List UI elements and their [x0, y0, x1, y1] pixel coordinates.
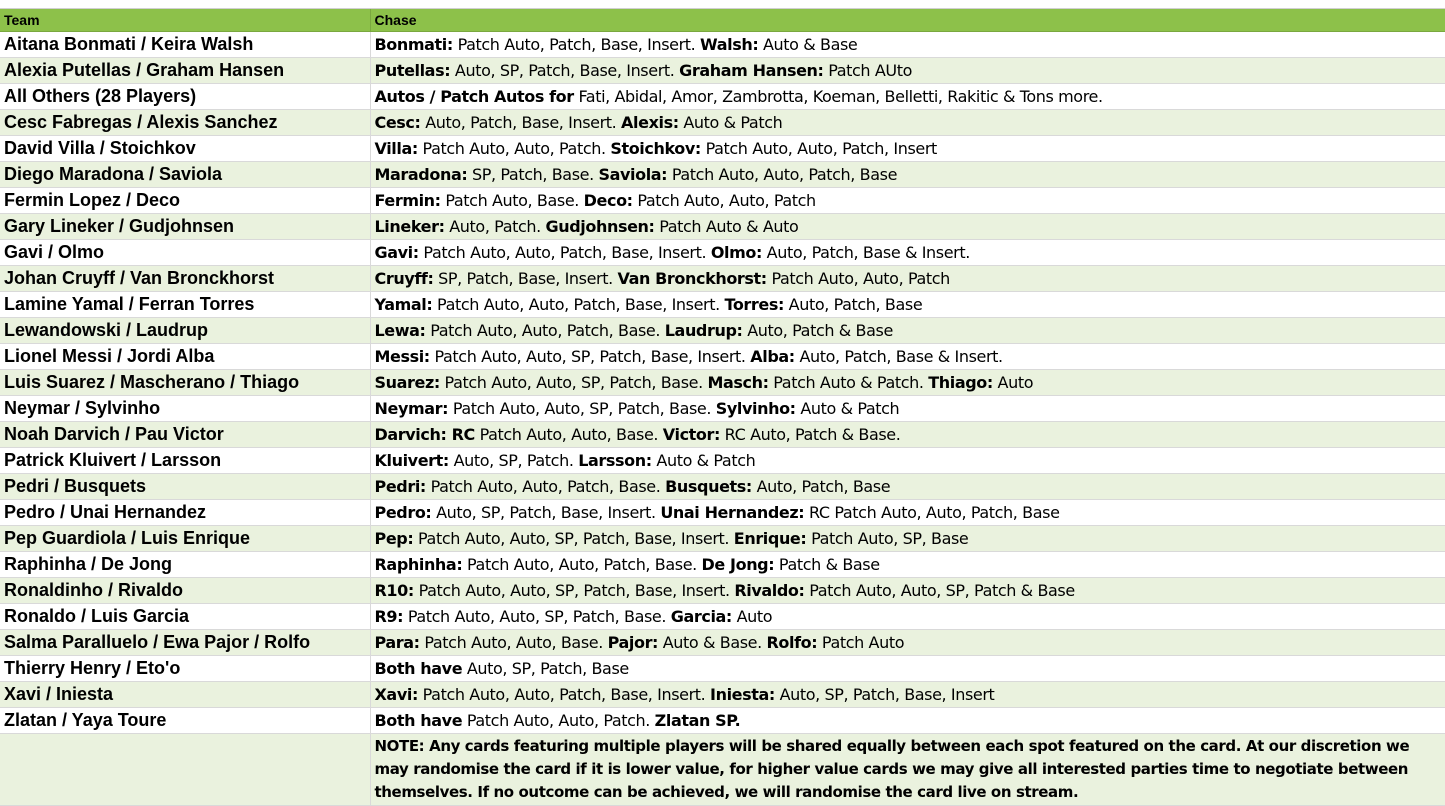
chase-player-label: Zlatan SP. [654, 711, 741, 730]
chase-player-label: Cruyff: [374, 269, 434, 288]
chase-text: Auto, SP, Patch, Base, Insert. [431, 503, 661, 522]
table-row [0, 448, 1445, 474]
chase-player-label: R10: [374, 581, 414, 600]
chase-column-header[interactable]: Chase [370, 9, 1445, 32]
team-cell[interactable]: Thierry Henry / Eto'o [0, 656, 370, 682]
team-cell[interactable]: Pedri / Busquets [0, 474, 370, 500]
chase-player-label: Laudrup: [664, 321, 743, 340]
chase-player-label: Messi: [374, 347, 430, 366]
table-row [0, 292, 1445, 318]
chase-text: Patch Auto, Auto, Patch. [417, 139, 611, 158]
chase-player-label: Cesc: [374, 113, 421, 132]
chase-text: RC Auto, Patch & Base. [720, 425, 901, 444]
chase-text: Patch Auto, Auto, SP, Patch, Base. [448, 399, 716, 418]
chase-player-label: Saviola: [598, 165, 668, 184]
chase-cell[interactable] [370, 370, 1445, 396]
table-row [0, 500, 1445, 526]
table-row [0, 474, 1445, 500]
chase-text: Patch Auto, Base. [440, 191, 584, 210]
team-cell[interactable]: Diego Maradona / Saviola [0, 162, 370, 188]
chase-text: Patch AUto [823, 61, 912, 80]
chase-text: Patch Auto, Auto, SP, Patch & Base [804, 581, 1075, 600]
chase-text: Auto, Patch, Base [784, 295, 923, 314]
chase-player-label: Raphinha: [374, 555, 463, 574]
chase-text: Patch Auto, Auto, Base. [474, 425, 663, 444]
chase-player-label: Both have [374, 711, 463, 730]
team-cell[interactable]: Raphinha / De Jong [0, 552, 370, 578]
chase-text: Auto [992, 373, 1034, 392]
team-cell[interactable]: Pep Guardiola / Luis Enrique [0, 526, 370, 552]
team-cell[interactable]: Salma Paralluelo / Ewa Pajor / Rolfo [0, 630, 370, 656]
team-cell[interactable]: Cesc Fabregas / Alexis Sanchez [0, 110, 370, 136]
chase-text: Auto, SP, Patch, Base, Insert [774, 685, 995, 704]
chase-player-label: Alba: [750, 347, 795, 366]
chase-text: Patch Auto, Auto, SP, Patch, Base, Insert. [413, 581, 735, 600]
chase-cell[interactable] [370, 266, 1445, 292]
team-cell[interactable]: Luis Suarez / Mascherano / Thiago [0, 370, 370, 396]
team-cell[interactable]: Lamine Yamal / Ferran Torres [0, 292, 370, 318]
chase-text: Auto, SP, Patch, Base, Insert. [450, 61, 680, 80]
chase-text: Fati, Abidal, Amor, Zambrotta, Koeman, Belletti, Rakitic & Tons more. [573, 87, 1103, 106]
chase-text: Patch Auto & Auto [654, 217, 799, 236]
chase-player-label: Thiago: [928, 373, 993, 392]
team-cell[interactable]: Fermin Lopez / Deco [0, 188, 370, 214]
chase-text: Patch Auto, Auto, SP, Patch, Base. [403, 607, 671, 626]
chase-player-label: Both have [374, 659, 463, 678]
chase-player-label: Gudjohnsen: [545, 217, 655, 236]
chase-player-label: Autos / Patch Autos for [374, 87, 574, 106]
chase-cell[interactable] [370, 682, 1445, 708]
chase-player-label: Masch: [707, 373, 769, 392]
table-row [0, 214, 1445, 240]
table-row [0, 396, 1445, 422]
table-row [0, 578, 1445, 604]
chase-player-label: Pep: [374, 529, 414, 548]
chase-player-label: Lineker: [374, 217, 445, 236]
chase-player-label: Stoichkov: [610, 139, 701, 158]
chase-text: Patch & Base [774, 555, 880, 574]
chase-text: Patch Auto, Auto, Patch, Base. [462, 555, 702, 574]
chase-player-label: Kluivert: [374, 451, 449, 470]
team-cell[interactable]: Johan Cruyff / Van Bronckhorst [0, 266, 370, 292]
team-cell[interactable]: Xavi / Iniesta [0, 682, 370, 708]
chase-text: Patch Auto, Auto, SP, Patch, Base. [439, 373, 708, 392]
chase-text: Auto [731, 607, 773, 626]
chase-cell[interactable] [370, 500, 1445, 526]
chase-player-label: Alexis: [621, 113, 679, 132]
header-row [0, 9, 1445, 32]
chase-text: Patch Auto, Auto, Patch, Base. [425, 477, 666, 496]
chase-cell[interactable] [370, 526, 1445, 552]
table-row [0, 58, 1445, 84]
table-body [0, 32, 1445, 806]
chase-player-label: Rivaldo: [734, 581, 805, 600]
team-cell[interactable]: Neymar / Sylvinho [0, 396, 370, 422]
empty-cell[interactable] [0, 734, 370, 806]
team-cell[interactable]: Aitana Bonmati / Keira Walsh [0, 32, 370, 58]
chase-player-label: Graham Hansen: [679, 61, 824, 80]
table-row [0, 708, 1445, 734]
team-cell[interactable]: Noah Darvich / Pau Victor [0, 422, 370, 448]
chase-player-label: Pedro: [374, 503, 432, 522]
chase-cell[interactable] [370, 240, 1445, 266]
chase-cell[interactable] [370, 162, 1445, 188]
chase-cell[interactable] [370, 604, 1445, 630]
note-row [0, 734, 1445, 806]
note-cell[interactable]: NOTE: Any cards featuring multiple players will be shared equally between each spot featured on the card. At our discretion we may randomise the card if it is lower value, for higher value cards we may give all interested parties time to negotiate between themselves. If no outcome can be achieved, we will randomise the card live on stream. [370, 734, 1445, 806]
team-cell[interactable]: Lewandowski / Laudrup [0, 318, 370, 344]
team-column-header[interactable]: Team [0, 9, 370, 32]
chase-player-label: Suarez: [374, 373, 440, 392]
chase-cell[interactable] [370, 448, 1445, 474]
team-cell[interactable]: Lionel Messi / Jordi Alba [0, 344, 370, 370]
team-cell[interactable]: Gary Lineker / Gudjohnsen [0, 214, 370, 240]
chase-text: Patch Auto, Auto, SP, Patch, Base, Insert. [429, 347, 751, 366]
chase-player-label: Torres: [724, 295, 784, 314]
team-cell[interactable]: Patrick Kluivert / Larsson [0, 448, 370, 474]
chase-player-label: Olmo: [710, 243, 762, 262]
chase-text: Patch Auto, Patch, Base, Insert. [452, 35, 701, 54]
chase-player-label: Darvich: RC [374, 425, 475, 444]
chase-text: RC Patch Auto, Auto, Patch, Base [804, 503, 1060, 522]
team-cell[interactable]: Alexia Putellas / Graham Hansen [0, 58, 370, 84]
team-cell[interactable]: Pedro / Unai Hernandez [0, 500, 370, 526]
chase-player-label: Busquets: [665, 477, 752, 496]
chase-text: Auto & Base [758, 35, 858, 54]
chase-text: Patch Auto, Auto, Patch, Base, Insert. [418, 243, 711, 262]
chase-text: Patch Auto [817, 633, 905, 652]
chase-text: Patch Auto, Auto, Patch, Base [667, 165, 898, 184]
chase-text: Patch Auto, Auto, Patch, Base, Insert. [417, 685, 711, 704]
chase-cell[interactable] [370, 630, 1445, 656]
table-row [0, 32, 1445, 58]
chase-text: Auto, Patch, Base [751, 477, 891, 496]
chase-text: Patch Auto, Auto, Patch, Base. [425, 321, 665, 340]
chase-text: Patch Auto, SP, Base [806, 529, 969, 548]
chase-player-label: Walsh: [700, 35, 759, 54]
chase-player-label: Deco: [583, 191, 633, 210]
chase-player-label: De Jong: [701, 555, 775, 574]
table-row [0, 240, 1445, 266]
chase-player-label: Gavi: [374, 243, 419, 262]
table-row [0, 136, 1445, 162]
table-row [0, 110, 1445, 136]
chase-text: Auto, Patch, Base, Insert. [420, 113, 622, 132]
chase-text: Auto & Patch [795, 399, 900, 418]
chase-cell[interactable] [370, 474, 1445, 500]
table-row [0, 344, 1445, 370]
table-row [0, 422, 1445, 448]
chase-text: Auto & Patch [678, 113, 783, 132]
chase-player-label: Para: [374, 633, 420, 652]
table-row [0, 84, 1445, 110]
chase-player-label: Van Bronckhorst: [617, 269, 767, 288]
chase-player-label: Garcia: [670, 607, 732, 626]
chase-text: Auto, Patch, Base & Insert. [794, 347, 1003, 366]
chase-cell[interactable] [370, 396, 1445, 422]
chase-text: Auto & Base. [658, 633, 767, 652]
chase-player-label: Enrique: [733, 529, 807, 548]
chase-player-label: Rolfo: [766, 633, 818, 652]
chase-table [0, 9, 1445, 806]
chase-cell[interactable] [370, 318, 1445, 344]
column-header-strip [0, 0, 1445, 9]
chase-player-label: Larsson: [578, 451, 652, 470]
table-row [0, 630, 1445, 656]
table-row [0, 370, 1445, 396]
chase-cell[interactable] [370, 292, 1445, 318]
chase-player-label: Neymar: [374, 399, 449, 418]
chase-player-label: Iniesta: [710, 685, 775, 704]
team-cell[interactable]: Ronaldinho / Rivaldo [0, 578, 370, 604]
chase-player-label: Bonmati: [374, 35, 453, 54]
chase-player-label: Lewa: [374, 321, 426, 340]
chase-text: Patch Auto, Auto, Patch [632, 191, 816, 210]
chase-cell[interactable] [370, 552, 1445, 578]
table-row [0, 318, 1445, 344]
chase-text: Patch Auto, Auto, SP, Patch, Base, Insert. [413, 529, 734, 548]
team-cell[interactable]: Zlatan / Yaya Toure [0, 708, 370, 734]
chase-cell[interactable] [370, 110, 1445, 136]
team-cell[interactable]: Ronaldo / Luis Garcia [0, 604, 370, 630]
table-row [0, 656, 1445, 682]
chase-cell[interactable] [370, 656, 1445, 682]
chase-text: SP, Patch, Base, Insert. [433, 269, 618, 288]
chase-player-label: Fermin: [374, 191, 441, 210]
chase-cell[interactable] [370, 58, 1445, 84]
chase-cell[interactable] [370, 708, 1445, 734]
team-cell[interactable]: David Villa / Stoichkov [0, 136, 370, 162]
chase-text: Auto, Patch & Base [742, 321, 893, 340]
chase-cell[interactable] [370, 32, 1445, 58]
team-cell[interactable]: Gavi / Olmo [0, 240, 370, 266]
chase-player-label: Putellas: [374, 61, 451, 80]
chase-player-label: Sylvinho: [715, 399, 796, 418]
chase-cell[interactable] [370, 214, 1445, 240]
chase-text: Patch Auto, Auto, Patch, Base, Insert. [432, 295, 725, 314]
table-row [0, 604, 1445, 630]
chase-cell[interactable] [370, 578, 1445, 604]
chase-player-label: R9: [374, 607, 404, 626]
chase-text: Auto, SP, Patch, Base [462, 659, 629, 678]
chase-cell[interactable] [370, 344, 1445, 370]
table-row [0, 266, 1445, 292]
chase-player-label: Pajor: [607, 633, 659, 652]
chase-player-label: Maradona: [374, 165, 468, 184]
team-cell[interactable]: All Others (28 Players) [0, 84, 370, 110]
table-row [0, 552, 1445, 578]
table-row [0, 526, 1445, 552]
chase-cell[interactable] [370, 188, 1445, 214]
chase-player-label: Pedri: [374, 477, 426, 496]
chase-player-label: Xavi: [374, 685, 418, 704]
table-row [0, 682, 1445, 708]
chase-text: Patch Auto, Auto, Patch [766, 269, 950, 288]
chase-player-label: Villa: [374, 139, 418, 158]
chase-text: Auto, SP, Patch. [448, 451, 579, 470]
chase-text: Auto, Patch, Base & Insert. [761, 243, 970, 262]
chase-player-label: Yamal: [374, 295, 433, 314]
chase-cell[interactable] [370, 84, 1445, 110]
chase-text: Auto & Patch [651, 451, 756, 470]
chase-text: Auto, Patch. [444, 217, 546, 236]
chase-text: Patch Auto & Patch. [768, 373, 929, 392]
chase-player-label: Unai Hernandez: [660, 503, 805, 522]
table-row [0, 162, 1445, 188]
chase-text: SP, Patch, Base. [467, 165, 599, 184]
chase-cell[interactable] [370, 136, 1445, 162]
chase-text: Patch Auto, Auto, Base. [419, 633, 608, 652]
chase-player-label: Victor: [662, 425, 720, 444]
chase-text: Patch Auto, Auto, Patch. [462, 711, 655, 730]
chase-text: Patch Auto, Auto, Patch, Insert [700, 139, 937, 158]
chase-cell[interactable] [370, 422, 1445, 448]
table-row [0, 188, 1445, 214]
